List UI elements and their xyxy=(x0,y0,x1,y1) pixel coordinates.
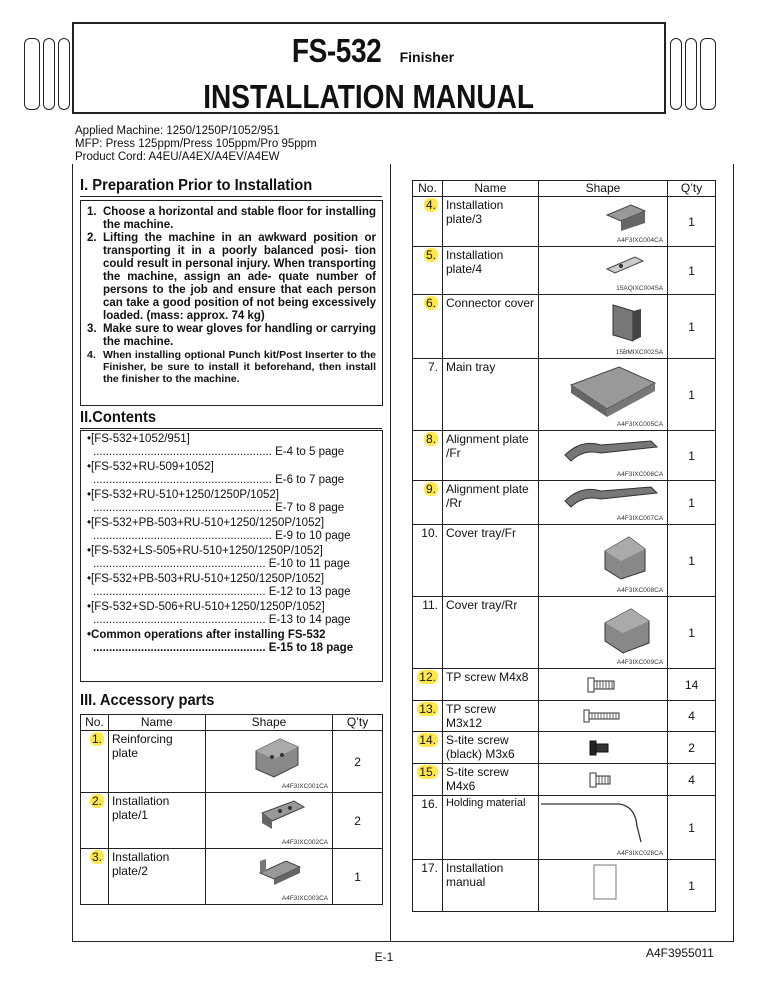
part-qty: 2 xyxy=(333,731,383,793)
table-row xyxy=(413,525,716,597)
title-line-1 xyxy=(74,32,664,70)
part-shape xyxy=(538,431,667,481)
part-no: 4. xyxy=(413,197,443,247)
section1-heading: I. Preparation Prior to Installation xyxy=(80,177,313,194)
part-shape xyxy=(538,295,667,359)
part-no: 12. xyxy=(413,669,443,701)
contents-entry: •[FS-532+SD-506+RU-510+1250/1250P/1052] ...................................................... E-13 to 14 page xyxy=(87,601,351,626)
part-code: A4F3IXC001CA xyxy=(281,783,329,790)
part-qty: 1 xyxy=(668,796,716,860)
part-no: 14. xyxy=(413,732,443,764)
part-name: Installation plate/2 xyxy=(108,849,205,905)
col-no-header: No. xyxy=(413,181,443,197)
tp-screw-m4x8-icon xyxy=(587,677,619,693)
part-qty: 1 xyxy=(668,359,716,431)
part-qty: 1 xyxy=(668,525,716,597)
cover-tray-rr-icon xyxy=(599,601,655,657)
part-code: A4F3IXC003CA xyxy=(281,895,329,902)
part-shape xyxy=(205,731,332,793)
connector-cover-icon xyxy=(609,301,645,345)
part-shape xyxy=(538,197,667,247)
table-row xyxy=(413,732,716,764)
part-code: A4F3IXC005CA xyxy=(616,421,664,428)
part-qty: 4 xyxy=(668,764,716,796)
part-code: A4F3IXC028CA xyxy=(616,850,664,857)
table-row xyxy=(413,295,716,359)
installation-plate-4-icon xyxy=(605,255,645,277)
col-shape-header: Shape xyxy=(205,715,332,731)
decor-bar xyxy=(24,38,40,110)
part-code: 15AQIXC004SA xyxy=(616,285,664,292)
installation-plate-3-icon xyxy=(603,201,649,233)
contents-entry: •[FS-532+PB-503+RU-510+1250/1250P/1052] ...................................................... E-12 to 13 page xyxy=(87,573,351,598)
title-frame xyxy=(72,22,666,114)
part-shape xyxy=(538,701,667,732)
part-shape xyxy=(538,481,667,525)
part-name: Main tray xyxy=(442,359,538,431)
part-qty: 4 xyxy=(668,701,716,732)
part-code: A4F3IXC008CA xyxy=(616,587,664,594)
part-shape xyxy=(538,764,667,796)
col-name-header: Name xyxy=(442,181,538,197)
holding-material-icon xyxy=(539,798,667,846)
col-qty-header: Q’ty xyxy=(333,715,383,731)
contents-entry: •[FS-532+RU-509+1052] ........................................................ E-6 to 7 page xyxy=(87,461,345,486)
table-row xyxy=(413,860,716,912)
table-row xyxy=(413,431,716,481)
table-row xyxy=(81,731,383,793)
part-shape xyxy=(205,849,332,905)
cover-tray-fr-icon xyxy=(599,531,651,583)
part-no: 7. xyxy=(413,359,443,431)
part-code: A4F3IXC009CA xyxy=(616,659,664,666)
part-shape xyxy=(538,525,667,597)
part-code: A4F3IXC002CA xyxy=(281,839,329,846)
part-code: A4F3IXC007CA xyxy=(616,515,664,522)
installation-plate-1-icon xyxy=(258,797,308,833)
part-name: S-tite screw (black) M3x6 xyxy=(442,732,538,764)
left-decorative-bars xyxy=(24,38,70,110)
part-no: 13. xyxy=(413,701,443,732)
part-name: Cover tray/Rr xyxy=(442,597,538,669)
decor-bar xyxy=(58,38,70,110)
section2-heading: II.Contents xyxy=(80,409,157,426)
precaution-item: 2. Lifting the machine in an awkward position or transporting it in a poorly balanced posi- tion could result in personal injury. When transporting the machine, assign an ade- quate number of persons to the job and ensure that each person can take a good position of not being excessively loaded. (mass: approx. 74 kg) xyxy=(87,232,376,322)
part-name: TP screw M4x8 xyxy=(442,669,538,701)
col-shape-header: Shape xyxy=(538,181,667,197)
precaution-item: 4. When installing optional Punch kit/Post Inserter to the Finisher, be sure to install it beforehand, then install the finisher to the machine. xyxy=(87,349,376,385)
part-shape xyxy=(538,247,667,295)
part-shape xyxy=(538,669,667,701)
applied-machine: Applied Machine: 1250/1250P/1052/951 xyxy=(75,125,280,137)
contents-box xyxy=(80,430,383,682)
part-name: Holding material xyxy=(442,796,538,860)
table-row xyxy=(413,796,716,860)
part-no: 15. xyxy=(413,764,443,796)
part-qty: 1 xyxy=(668,197,716,247)
part-shape xyxy=(538,732,667,764)
part-qty: 2 xyxy=(668,732,716,764)
part-shape xyxy=(205,793,332,849)
part-code: 15BMIXC002SA xyxy=(615,349,664,356)
part-qty: 1 xyxy=(668,295,716,359)
part-qty: 1 xyxy=(668,481,716,525)
table-row xyxy=(81,793,383,849)
installation-plate-2-icon xyxy=(256,853,304,889)
part-no: 2. xyxy=(81,793,109,849)
table-row xyxy=(413,669,716,701)
part-no: 9. xyxy=(413,481,443,525)
part-qty: 1 xyxy=(668,247,716,295)
part-no: 1. xyxy=(81,731,109,793)
precaution-item: 1. Choose a horizontal and stable floor for installing the machine. xyxy=(87,206,376,231)
table-header-row xyxy=(81,715,383,731)
part-name: Installation plate/3 xyxy=(442,197,538,247)
precaution-item: 3. Make sure to wear gloves for handling or carrying the machine. xyxy=(87,323,376,348)
part-name: Reinforcing plate xyxy=(108,731,205,793)
alignment-plate-fr-icon xyxy=(561,435,661,463)
part-name: S-tite screw M4x6 xyxy=(442,764,538,796)
part-name: Installation plate/4 xyxy=(442,247,538,295)
contents-entry: •[FS-532+LS-505+RU-510+1250/1250P/1052] ...................................................... E-10 to 11 page xyxy=(87,545,350,570)
tp-screw-m3x12-icon xyxy=(583,709,623,723)
part-no: 8. xyxy=(413,431,443,481)
part-qty: 2 xyxy=(333,793,383,849)
decor-bar xyxy=(685,38,697,110)
accessory-table-right xyxy=(412,180,716,912)
table-row xyxy=(413,764,716,796)
applied-info xyxy=(75,125,317,164)
model-name: FS-532 xyxy=(291,32,382,69)
applied-mfp: MFP: Press 125ppm/Press 105ppm/Pro 95ppm xyxy=(75,138,317,150)
part-no: 5. xyxy=(413,247,443,295)
contents-entry-common: •Common operations after installing FS-532 ...................................................... E-15 to 18 page xyxy=(87,629,354,654)
part-shape xyxy=(538,597,667,669)
precautions-box xyxy=(80,200,383,406)
s-tite-screw-m4x6-icon xyxy=(589,772,613,788)
table-row xyxy=(413,597,716,669)
part-name: Installation plate/1 xyxy=(108,793,205,849)
precautions-list xyxy=(87,206,376,385)
col-no-header: No. xyxy=(81,715,109,731)
part-name: TP screw M3x12 xyxy=(442,701,538,732)
part-no: 10. xyxy=(413,525,443,597)
section1-rule xyxy=(80,196,382,197)
part-no: 11. xyxy=(413,597,443,669)
part-name: Alignment plate /Fr xyxy=(442,431,538,481)
part-name: Cover tray/Fr xyxy=(442,525,538,597)
contents-entry: •[FS-532+PB-503+RU-510+1250/1250P/1052] ........................................................ E-9 to 10 page xyxy=(87,517,351,542)
table-row xyxy=(413,701,716,732)
page-number: E-1 xyxy=(374,950,394,964)
section2-rule xyxy=(80,428,382,429)
alignment-plate-rr-icon xyxy=(561,483,661,509)
col-qty-header: Q’ty xyxy=(668,181,716,197)
product-type: Finisher xyxy=(399,49,455,65)
table-row xyxy=(413,359,716,431)
part-shape xyxy=(538,796,667,860)
part-qty: 14 xyxy=(668,669,716,701)
table-row xyxy=(413,247,716,295)
part-qty: 1 xyxy=(668,431,716,481)
document-code: A4F3955011 xyxy=(646,946,714,960)
part-qty: 1 xyxy=(668,597,716,669)
part-no: 16. xyxy=(413,796,443,860)
part-qty: 1 xyxy=(333,849,383,905)
col-name-header: Name xyxy=(108,715,205,731)
table-row xyxy=(413,481,716,525)
contents-entry: •[FS-532+RU-510+1250/1250P/1052] ........................................................ E-7 to 8 page xyxy=(87,489,345,514)
accessory-table-left xyxy=(80,714,383,905)
column-divider xyxy=(390,164,391,942)
part-code: A4F3IXC006CA xyxy=(616,471,664,478)
manual-title-text: INSTALLATION MANUAL xyxy=(203,78,535,115)
part-name: Alignment plate /Rr xyxy=(442,481,538,525)
contents-entry: •[FS-532+1052/951] ........................................................ E-4 to 5 page xyxy=(87,433,345,458)
part-name: Connector cover xyxy=(442,295,538,359)
part-no: 3. xyxy=(81,849,109,905)
part-code: A4F3IXC004CA xyxy=(616,237,664,244)
part-no: 17. xyxy=(413,860,443,912)
decor-bar xyxy=(700,38,716,110)
right-decorative-bars xyxy=(670,38,716,110)
reinforcing-plate-icon xyxy=(250,737,302,779)
manual-title xyxy=(74,78,664,116)
part-name: Installation manual xyxy=(442,860,538,912)
part-no: 6. xyxy=(413,295,443,359)
part-qty: 1 xyxy=(668,860,716,912)
s-tite-screw-black-m3x6-icon xyxy=(589,740,611,756)
decor-bar xyxy=(43,38,55,110)
table-row xyxy=(81,849,383,905)
section3-heading: III. Accessory parts xyxy=(80,692,215,709)
table-header-row xyxy=(413,181,716,197)
table-row xyxy=(413,197,716,247)
applied-product-cord: Product Cord: A4EU/A4EX/A4EV/A4EW xyxy=(75,151,280,163)
decor-bar xyxy=(670,38,682,110)
installation-manual-icon xyxy=(593,864,617,900)
main-tray-icon xyxy=(567,363,659,421)
part-shape xyxy=(538,860,667,912)
part-shape xyxy=(538,359,667,431)
